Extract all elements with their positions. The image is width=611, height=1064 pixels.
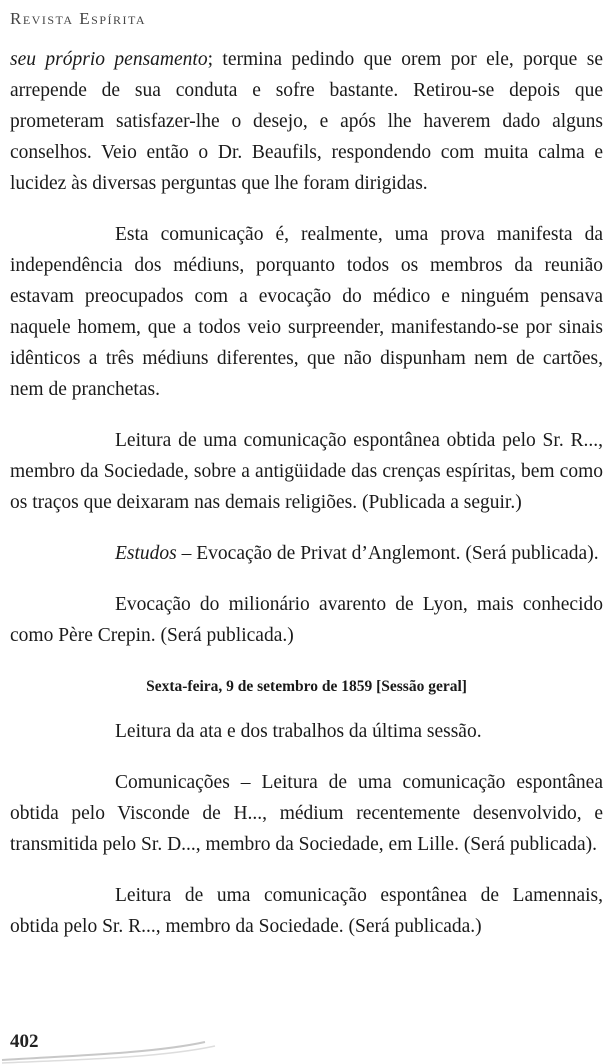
italic-phrase: Estudos bbox=[115, 543, 177, 564]
paragraph-continuation bbox=[10, 44, 603, 199]
italic-phrase: seu próprio pensamento bbox=[10, 49, 208, 70]
paragraph: Leitura de uma comunicação espontânea obtida pelo Sr. R..., membro da Sociedade, sobre a antigüidade das crenças espíritas, bem como os traços que deixaram nas demais religiões. (Publicada a seguir.) bbox=[10, 430, 603, 513]
paragraph-studies bbox=[10, 538, 603, 569]
running-header: Revista Espírita bbox=[10, 9, 147, 28]
paragraph: Comunicações – Leitura de uma comunicação espontânea obtida pelo Visconde de H..., médium recentemente desenvolvido, e transmitida pelo Sr. D..., membro da Sociedade, em Lille. (Será publicada). bbox=[10, 772, 603, 855]
page-number: 402 bbox=[10, 1031, 39, 1052]
paragraph: Leitura de uma comunicação espontânea de Lamennais, obtida pelo Sr. R..., membro da Sociedade. (Será publicada.) bbox=[10, 885, 603, 937]
session-heading: Sexta-feira, 9 de setembro de 1859 [Sessão geral] bbox=[146, 678, 467, 695]
paragraph: Leitura da ata e dos trabalhos da última sessão. bbox=[115, 721, 482, 742]
paragraph: Esta comunicação é, realmente, uma prova manifesta da independência dos médiuns, porquanto todos os membros da reunião estavam preocupados com a evocação do médico e ninguém pensava naquele homem, que a todos veio surpreender, manifestando-se por sinais idênticos a três médiuns diferentes, que não dispunham nem de cartões, nem de pranchetas. bbox=[10, 224, 603, 400]
page-body bbox=[10, 44, 603, 942]
paragraph-text: ; termina pedindo que orem por ele, porque se arrepende de sua conduta e sofre bastante. Retirou-se depois que prometeram satisfazer-lhe o desejo, e após lhe haverem dado alguns conselhos. Veio então o Dr. Beaufils, respondendo com muita calma e lucidez às diversas perguntas que lhe foram dirigidas. bbox=[10, 49, 603, 194]
paragraph: Evocação do milionário avarento de Lyon, mais conhecido como Père Crepin. (Será publicada.) bbox=[10, 594, 603, 646]
paragraph-text: – Evocação de Privat d’Anglemont. (Será publicada). bbox=[176, 543, 599, 564]
